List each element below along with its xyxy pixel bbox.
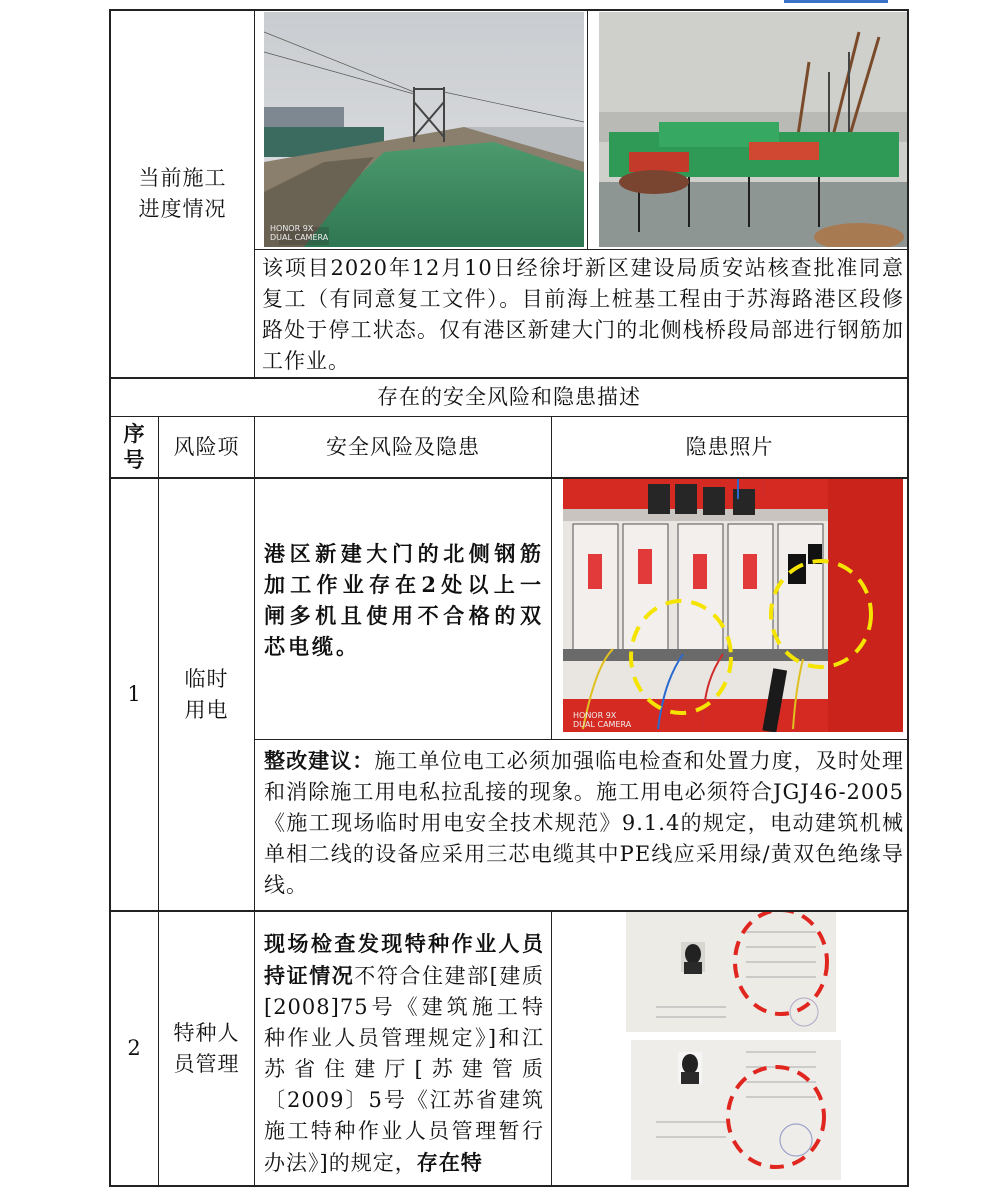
row-1-index [111,479,158,910]
hazard-text: 不符合住建部[建质[2008]75号《建筑施工特种作业人员管理规定》]和江苏省住建厅[苏建管质〔2009〕5号《江苏省建筑施工特种作业人员管理暂行办法》]的规定， [264,964,544,1175]
header-index [111,417,158,477]
risk-item-text: 临时 用电 [184,666,229,722]
divider [587,9,588,249]
divider [254,739,909,740]
divider [254,9,255,377]
row-1-risk-item [159,479,254,910]
progress-label [111,11,254,377]
progress-photo-piling [599,12,907,247]
progress-label-text: 当前施工 进度情况 [138,166,227,221]
table-border-bottom [109,1185,909,1187]
divider [551,911,552,1187]
divider [254,249,909,250]
header-photo-text: 隐患照片 [685,434,774,459]
advice-label: 整改建议： [264,748,375,773]
row-1-advice [264,745,904,905]
section-title [111,379,907,416]
progress-photo-seawall [264,12,584,247]
row-2-hazard [264,928,544,1183]
header-photo [552,417,907,477]
camera-watermark: HONOR 9X DUAL CAMERA [573,711,632,729]
row-index-text: 1 [127,682,142,706]
header-hazard [255,417,551,477]
header-hazard-text: 安全风险及隐患 [326,434,480,459]
header-risk-item [159,417,254,477]
table-border-right [907,9,909,1187]
risk-item-text: 特种人 员管理 [173,1020,240,1076]
hazard-bold-text: 存在特 [416,1150,483,1175]
camera-watermark: HONOR 9X DUAL CAMERA [270,224,329,242]
advice-text: 施工单位电工必须加强临电检查和处置力度，及时处理和消除施工用电私拉乱接的现象。施工用电必须符合JGJ46-2005《施工现场临时用电安全技术规范》9.1.4的规定，电动建筑机械单相二线的设备应采用三芯电缆其中PE线应采用绿/黄双色绝缘导线。 [264,749,905,897]
header-risk-item-text: 风险项 [173,434,240,459]
divider [254,416,255,1187]
hazard-photo-certificates [626,912,846,1185]
row-index-text: 2 [127,1036,142,1060]
hazard-bold-text: 现场检查发现特种作业人员持证情况 [264,931,544,988]
header-accent-bar [784,0,888,3]
row-1-hazard [264,538,544,678]
hazard-text: 港区新建大门的北侧钢筋加工作业存在2处以上一闸多机且使用不合格的双芯电缆。 [264,541,544,659]
row-2-risk-item [159,912,254,1185]
hazard-photo-distribution-box [563,479,903,732]
progress-description [262,253,904,375]
header-index-text: 序 号 [123,421,146,472]
progress-description-text: 该项目2020年12月10日经徐圩新区建设局质安站核查批准同意复工（有同意复工文件）。目前海上桩基工程由于苏海路港区段修路处于停工状态。仅有港区新建大门的北侧栈桥段局部进行钢筋加工作业。 [262,256,904,373]
row-2-index [111,912,158,1185]
section-title-text: 存在的安全风险和隐患描述 [377,385,641,409]
